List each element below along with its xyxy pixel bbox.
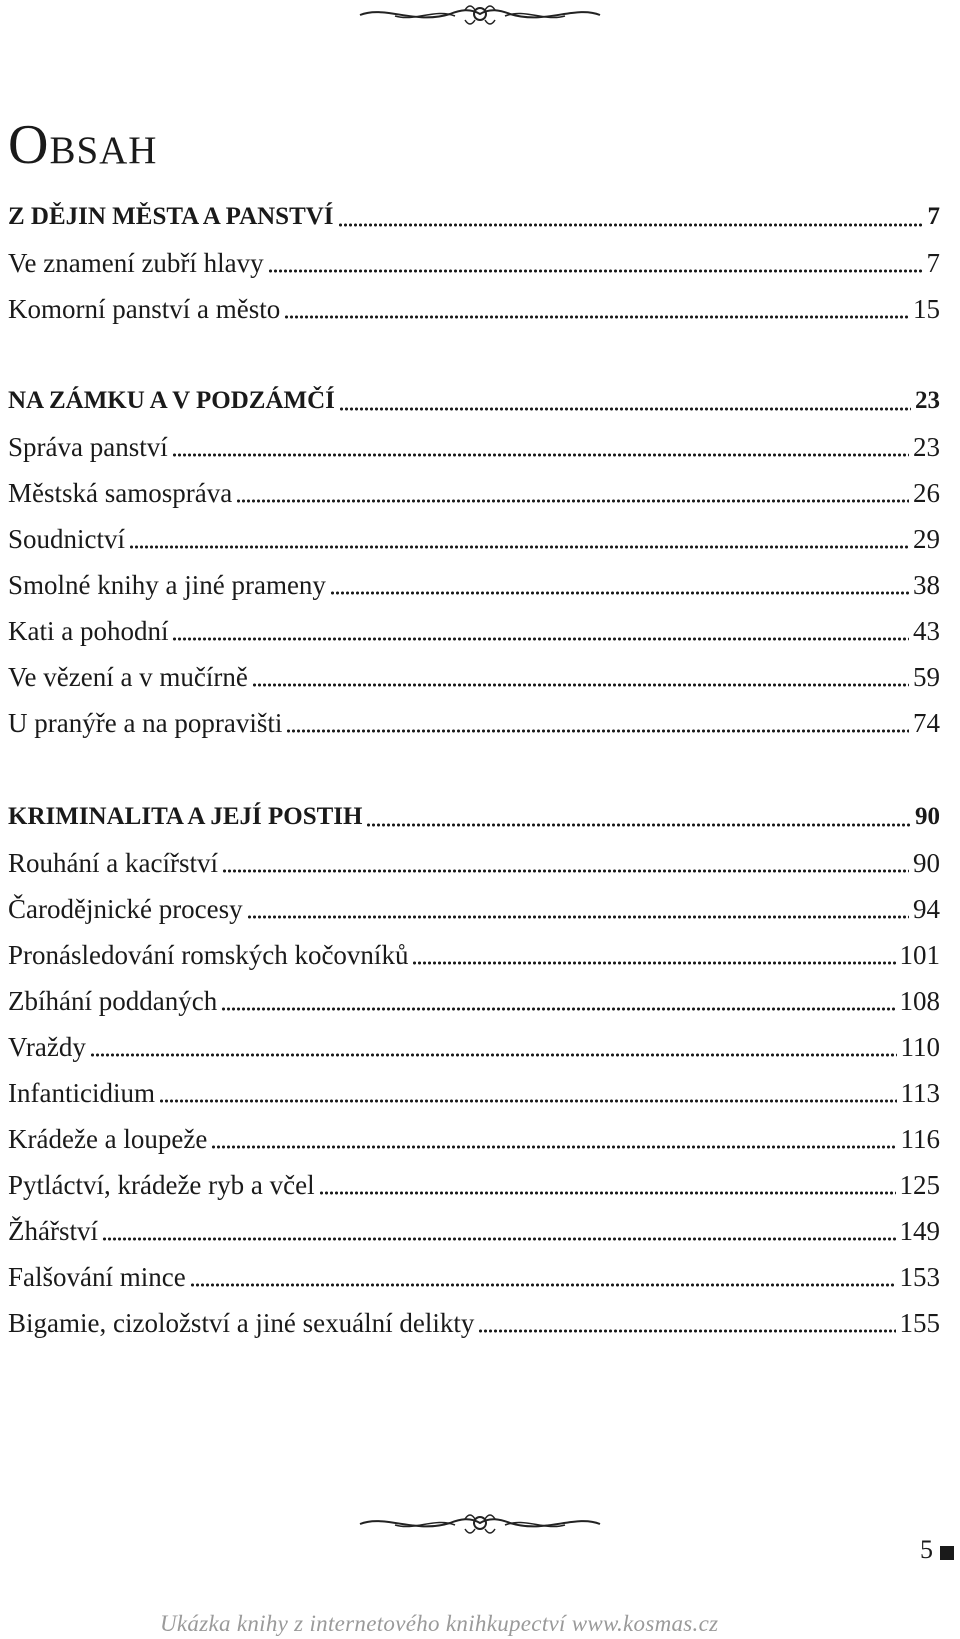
dot-leader xyxy=(252,682,909,688)
toc-entry xyxy=(8,935,940,975)
toc-entry-page: 94 xyxy=(913,894,940,924)
toc-section-entry xyxy=(8,797,940,837)
toc-entry-label: Čarodějnické procesy xyxy=(8,894,243,924)
toc-entry xyxy=(8,1211,940,1251)
toc-entry-page: 7 xyxy=(927,203,940,230)
dot-leader xyxy=(319,1190,896,1196)
toc-entry-label: Pytláctví, krádeže ryb a včel xyxy=(8,1170,315,1200)
toc-entry-page: 113 xyxy=(900,1078,940,1108)
watermark: Ukázka knihy z internetového knihkupectví www.kosmas.cz xyxy=(160,1611,719,1636)
toc-entry xyxy=(8,889,940,929)
dot-leader xyxy=(478,1328,895,1334)
toc-entry-page: 74 xyxy=(913,708,940,738)
dot-leader xyxy=(172,636,909,642)
toc-entry-page: 26 xyxy=(913,478,940,508)
toc-entry-label: Pronásledování romských kočovníků xyxy=(8,940,409,970)
dot-leader xyxy=(172,452,909,458)
toc-entry-page: 125 xyxy=(899,1170,940,1200)
toc-entry-label: Z DĚJIN MĚSTA A PANSTVÍ xyxy=(8,203,334,230)
dot-leader xyxy=(330,590,909,596)
dot-leader xyxy=(247,914,909,920)
toc-entry-page: 23 xyxy=(913,432,940,462)
bottom-ornament-icon xyxy=(355,1509,605,1539)
page-marker-square-icon xyxy=(940,1546,954,1560)
toc-entry xyxy=(8,843,940,883)
toc-entry-label: Zbíhání poddaných xyxy=(8,986,218,1016)
toc-entry-label: Krádeže a loupeže xyxy=(8,1124,208,1154)
toc-entry-label: Vraždy xyxy=(8,1032,86,1062)
toc-entry-label: Kati a pohodní xyxy=(8,616,169,646)
dot-leader xyxy=(102,1236,896,1242)
dot-leader xyxy=(90,1052,897,1058)
toc-entry-page: 90 xyxy=(915,803,940,830)
toc-entry-page: 101 xyxy=(899,940,940,970)
toc-entry-label: Ve znamení zubří hlavy xyxy=(8,248,264,278)
dot-leader xyxy=(412,960,895,966)
toc-entry xyxy=(8,1027,940,1067)
toc-entry xyxy=(8,289,940,329)
toc-entry-page: 155 xyxy=(899,1308,940,1338)
toc-entry-page: 90 xyxy=(913,848,940,878)
toc-entry xyxy=(8,981,940,1021)
toc-entry-label: Rouhání a kacířství xyxy=(8,848,218,878)
toc-entry xyxy=(8,703,940,743)
toc-entry-label: Městská samospráva xyxy=(8,478,233,508)
toc-entry-label: U pranýře a na popravišti xyxy=(8,708,283,738)
toc-entry-label: Komorní panství a město xyxy=(8,294,281,324)
page-number: 5 xyxy=(920,1535,933,1564)
toc-entry xyxy=(8,1165,940,1205)
toc-entry-page: 108 xyxy=(899,986,940,1016)
dot-leader xyxy=(339,406,911,412)
toc-entry-label: Soudnictví xyxy=(8,524,126,554)
page-title: Obsah xyxy=(8,114,158,176)
toc-entry xyxy=(8,1257,940,1297)
toc-entry-page: 29 xyxy=(913,524,940,554)
toc-entry-label: Smolné knihy a jiné prameny xyxy=(8,570,326,600)
toc-entry-page: 43 xyxy=(913,616,940,646)
toc-entry xyxy=(8,657,940,697)
toc-entry xyxy=(8,565,940,605)
toc-entry-page: 15 xyxy=(913,294,940,324)
toc-entry xyxy=(8,473,940,513)
toc-entry-label: KRIMINALITA A JEJÍ POSTIH xyxy=(8,803,363,830)
toc-entry-page: 110 xyxy=(900,1032,940,1062)
dot-leader xyxy=(366,822,911,828)
dot-leader xyxy=(268,268,923,274)
toc-entry-page: 7 xyxy=(926,248,940,278)
dot-leader xyxy=(211,1144,896,1150)
toc-entry xyxy=(8,1303,940,1343)
top-ornament-icon xyxy=(355,0,605,30)
dot-leader xyxy=(222,868,909,874)
toc-entry-label: Správa panství xyxy=(8,432,168,462)
toc-entry xyxy=(8,1119,940,1159)
toc-entry xyxy=(8,243,940,283)
toc-section-entry xyxy=(8,381,940,421)
toc-entry-page: 38 xyxy=(913,570,940,600)
toc-entry-label: Infanticidium xyxy=(8,1078,155,1108)
toc-entry xyxy=(8,519,940,559)
dot-leader xyxy=(338,222,924,228)
toc-section-entry xyxy=(8,197,940,237)
toc-entry-page: 153 xyxy=(899,1262,940,1292)
dot-leader xyxy=(221,1006,895,1012)
dot-leader xyxy=(286,728,909,734)
toc-entry xyxy=(8,427,940,467)
toc-entry-label: NA ZÁMKU A V PODZÁMČÍ xyxy=(8,387,335,414)
toc-entry-page: 116 xyxy=(900,1124,940,1154)
toc-entry-label: Ve vězení a v mučírně xyxy=(8,662,248,692)
toc-entry-label: Žhářství xyxy=(8,1216,98,1246)
toc-entry-label: Bigamie, cizoložství a jiné sexuální delikty xyxy=(8,1308,475,1338)
dot-leader xyxy=(159,1098,897,1104)
toc-entry-page: 149 xyxy=(899,1216,940,1246)
dot-leader xyxy=(284,314,909,320)
toc-entry-label: Falšování mince xyxy=(8,1262,186,1292)
dot-leader xyxy=(190,1282,896,1288)
toc-entry-page: 23 xyxy=(915,387,940,414)
dot-leader xyxy=(236,498,909,504)
dot-leader xyxy=(129,544,909,550)
toc-entry-page: 59 xyxy=(913,662,940,692)
toc-entry xyxy=(8,1073,940,1113)
toc-entry xyxy=(8,611,940,651)
